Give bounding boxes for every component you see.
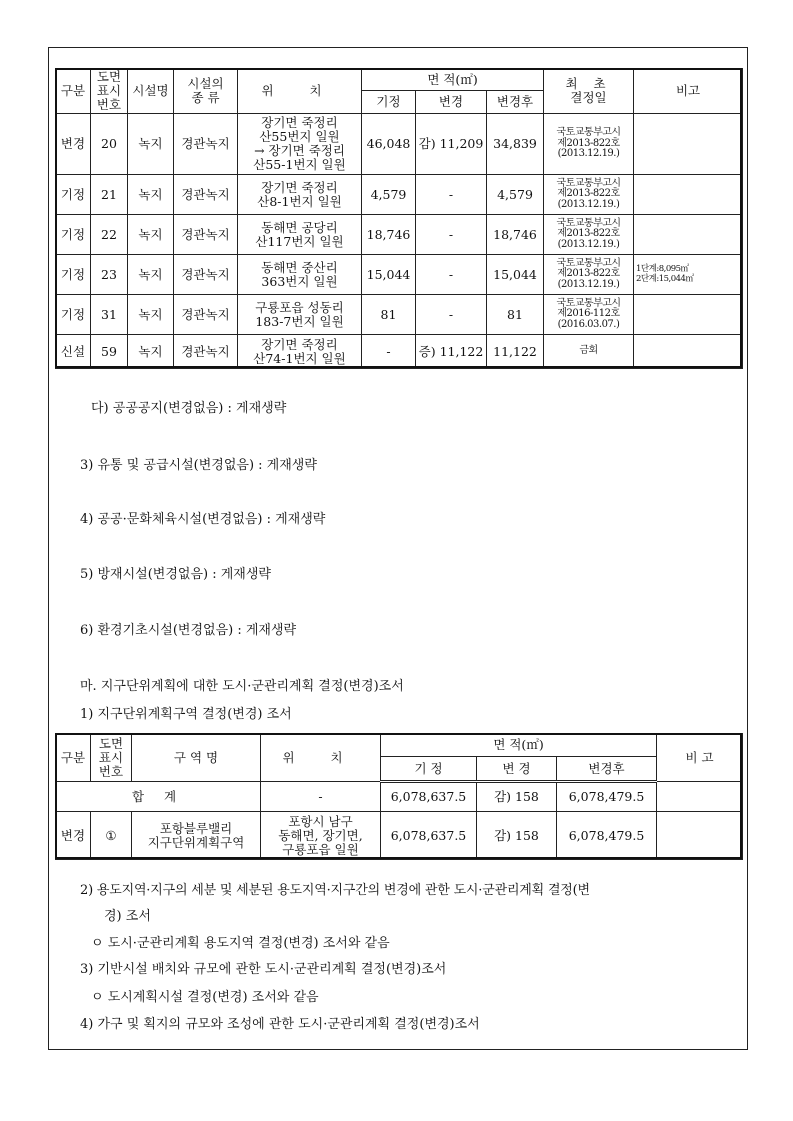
table-row: 기정 22 녹지 경관녹지 동해면 공당리 산117번지 일원 18,746 - 18,746 국토교통부고시 제2013-822호 (2013.12.19.)	[56, 215, 743, 255]
table-row: 신설 59 녹지 경관녹지 장기면 죽정리 산74-1번지 일원 - 증) 11,122 11,122 금회	[56, 335, 743, 369]
location-cell: 장기면 죽정리 산74-1번지 일원	[238, 335, 362, 369]
header-existing: 기 정	[381, 757, 477, 782]
header-first-decision: 최 초 결정일	[544, 69, 634, 114]
decision-cell: 국토교통부고시 제2013-822호 (2013.12.19.)	[544, 215, 634, 255]
location-cell: 동해면 중산리 363번지 일원	[238, 255, 362, 295]
location-cell: 구룡포읍 성동리 183-7번지 일원	[238, 295, 362, 335]
table-row: 변경 20 녹지 경관녹지 장기면 죽정리 산55번지 일원 → 장기면 죽정리 산55-1번지 일원 46,048 감) 11,209 34,839 국토교통부고시 제2013-822호 (2013.12.19.)	[56, 114, 743, 175]
table-row: 변경 ① 포항블루밸리 지구단위계획구역 포항시 남구 동해면, 장기면, 구룡포읍 일원 6,078,637.5 감) 158 6,078,479.5	[56, 812, 743, 860]
para-infrastructure: 3) 기반시설 배치와 규모에 관한 도시·군관리계획 결정(변경)조서	[80, 962, 447, 977]
location-cell: 장기면 죽정리 산8-1번지 일원	[238, 175, 362, 215]
header-facility-name: 시설명	[128, 69, 174, 114]
line-disaster: 5) 방재시설(변경없음) : 게재생략	[80, 567, 271, 582]
section-heading-district: 마. 지구단위계획에 대한 도시·군관리계획 결정(변경)조서	[80, 679, 404, 694]
header-existing: 기정	[362, 91, 416, 114]
header-gubun: 구분	[56, 69, 91, 114]
line-public-culture: 4) 공공·문화체육시설(변경없음) : 게재생략	[80, 512, 326, 527]
header-map-no: 도면 표시 번호	[91, 69, 128, 114]
decision-cell: 국토교통부고시 제2013-822호 (2013.12.19.)	[544, 175, 634, 215]
header-location: 위 치	[238, 69, 362, 114]
para-block-lot: 4) 가구 및 획지의 규모와 조성에 관한 도시·군관리계획 결정(변경)조서	[80, 1017, 480, 1032]
district-plan-table	[55, 733, 743, 860]
decision-cell: 금회	[544, 335, 634, 369]
para-land-use-b: 경) 조서	[104, 909, 151, 924]
line-environment: 6) 환경기초시설(변경없음) : 게재생략	[80, 623, 297, 638]
green-area-table	[55, 68, 743, 369]
para-land-use-c: ㅇ 도시·군관리계획 용도지역 결정(변경) 조서와 같음	[91, 936, 390, 951]
header-after: 변경후	[557, 757, 657, 782]
header-after: 변경후	[487, 91, 544, 114]
note-cell: 1단계:8,095㎡ 2단계:15,044㎡	[634, 255, 743, 295]
header-note: 비 고	[657, 734, 743, 782]
line-public-space: 다) 공공공지(변경없음) : 게재생략	[91, 401, 287, 416]
header-change: 변 경	[477, 757, 557, 782]
location-cell: 동해면 공당리 산117번지 일원	[238, 215, 362, 255]
header-facility-type: 시설의 종 류	[174, 69, 238, 114]
header-map-no: 도면 표시 번호	[91, 734, 132, 782]
subsection-heading: 1) 지구단위계획구역 결정(변경) 조서	[80, 707, 292, 722]
line-distribution: 3) 유통 및 공급시설(변경없음) : 게재생략	[80, 458, 317, 473]
header-gubun: 구분	[56, 734, 91, 782]
header-location: 위 치	[261, 734, 381, 782]
header-area: 면 적(㎡)	[362, 69, 544, 91]
decision-cell: 국토교통부고시 제2013-822호 (2013.12.19.)	[544, 255, 634, 295]
zone-name-cell: 포항블루밸리 지구단위계획구역	[132, 812, 261, 860]
header-area: 면 적(㎡)	[381, 734, 657, 757]
decision-cell: 국토교통부고시 제2016-112호 (2016.03.07.)	[544, 295, 634, 335]
table-row: 기정 31 녹지 경관녹지 구룡포읍 성동리 183-7번지 일원 81 - 81 국토교통부고시 제2016-112호 (2016.03.07.)	[56, 295, 743, 335]
table-row: 기정 23 녹지 경관녹지 동해면 중산리 363번지 일원 15,044 - 15,044 국토교통부고시 제2013-822호 (2013.12.19.) 1단계:8,095㎡ 2단계:15,044㎡	[56, 255, 743, 295]
location-cell: 포항시 남구 동해면, 장기면, 구룡포읍 일원	[261, 812, 381, 860]
header-zone-name: 구 역 명	[132, 734, 261, 782]
para-infrastructure-c: ㅇ 도시계획시설 결정(변경) 조서와 같음	[91, 990, 319, 1005]
header-note: 비고	[634, 69, 743, 114]
table-row: 기정 21 녹지 경관녹지 장기면 죽정리 산8-1번지 일원 4,579 - 4,579 국토교통부고시 제2013-822호 (2013.12.19.)	[56, 175, 743, 215]
para-land-use-a: 2) 용도지역·지구의 세분 및 세분된 용도지역·지구간의 변경에 관한 도시·군관리계획 결정(변	[80, 883, 590, 898]
decision-cell: 국토교통부고시 제2013-822호 (2013.12.19.)	[544, 114, 634, 175]
total-row: 합 계 - 6,078,637.5 감) 158 6,078,479.5	[56, 782, 743, 812]
header-change: 변경	[416, 91, 487, 114]
location-cell: 장기면 죽정리 산55번지 일원 → 장기면 죽정리 산55-1번지 일원	[238, 114, 362, 175]
